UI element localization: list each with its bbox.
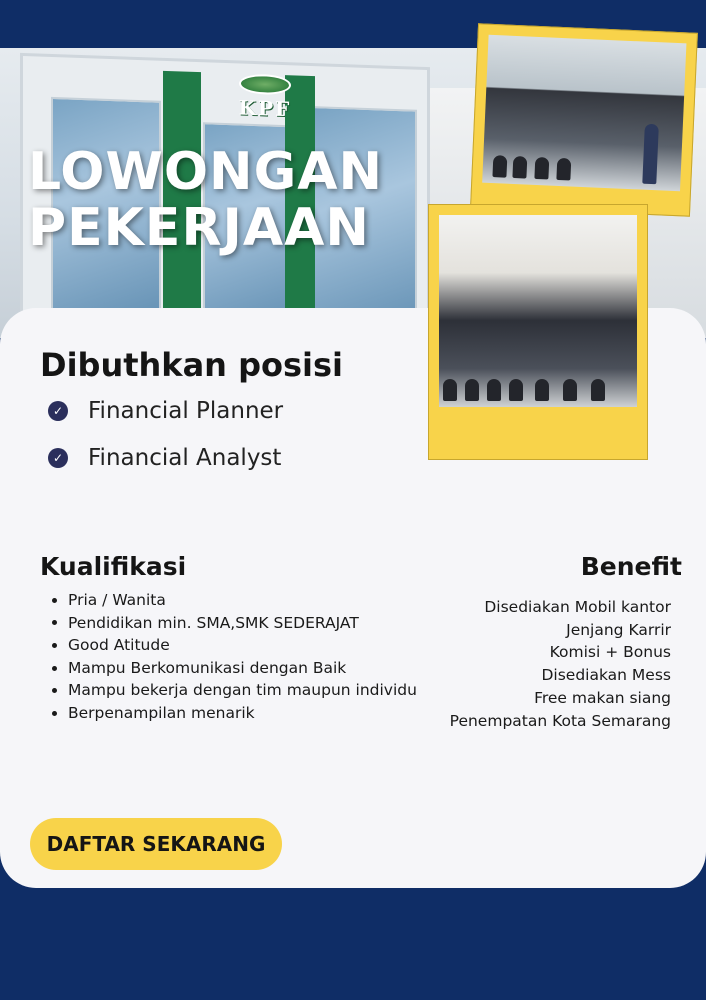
list-item-text: Mampu Berkomunikasi dengan Baik [68,658,347,677]
bullet-icon [52,711,57,716]
bullet-icon [52,598,57,603]
audience-figure [563,379,577,401]
audience-figure [556,158,571,181]
seminar-photo-2 [428,204,648,460]
seminar-photo-1 [470,23,698,216]
audience-figure [492,155,507,178]
list-item [52,634,417,657]
posisi-item-label: Financial Planner [88,398,284,424]
kpf-logo-text: KPF [238,95,292,122]
list-item-text: Mampu bekerja dengan tim maupun individu [68,681,417,700]
audience-figure [509,379,523,401]
speaker-figure [642,124,659,185]
daftar-sekarang-button[interactable]: DAFTAR SEKARANG [30,818,282,870]
list-item: Disediakan Mobil kantor [484,598,671,616]
hero-title-line2: PEKERJAAN [28,198,370,258]
posisi-item [48,398,283,424]
bullet-icon [52,643,57,648]
list-item [52,612,417,635]
kualifikasi-list [52,589,417,725]
check-icon: ✓ [48,448,68,468]
bullet-icon [52,688,57,693]
seminar-photo-2-image [439,215,637,407]
benefit-heading: Benefit [580,552,682,581]
list-item: Disediakan Mess [541,666,671,685]
benefit-list [450,596,671,732]
kpf-logo [223,73,307,136]
audience-figure [465,379,479,401]
hero-title-line1: LOWONGAN [28,142,384,202]
audience-figure [535,379,549,401]
list-item-text: Good Atitude [68,636,170,655]
posisi-heading: Dibuthkan posisi [40,346,344,384]
list-item [52,679,417,702]
check-icon: ✓ [48,401,68,421]
audience-figure [534,157,549,180]
list-item: Free makan siang [534,688,671,707]
kpf-emblem-icon [239,73,291,95]
list-item-text: Pria / Wanita [68,591,166,609]
audience-figure [487,379,501,401]
list-item-text: Pendidikan min. SMA,SMK SEDERAJAT [68,613,359,632]
list-item: Jenjang Karrir [566,620,671,639]
posisi-item-label: Financial Analyst [88,445,282,471]
list-item [52,589,417,612]
list-item: Penempatan Kota Semarang [449,711,671,730]
bullet-icon [52,620,57,625]
list-item [52,657,417,680]
audience-figure [512,156,527,179]
kualifikasi-heading: Kualifikasi [40,552,187,581]
bullet-icon [52,666,57,671]
hero-title [28,144,383,256]
audience-figure [591,379,605,401]
seminar-photo-1-image [482,35,686,191]
list-item [52,702,417,725]
posisi-item [48,445,281,471]
list-item-text: Berpenampilan menarik [68,703,255,722]
list-item: Komisi + Bonus [549,643,671,662]
audience-figure [443,379,457,401]
